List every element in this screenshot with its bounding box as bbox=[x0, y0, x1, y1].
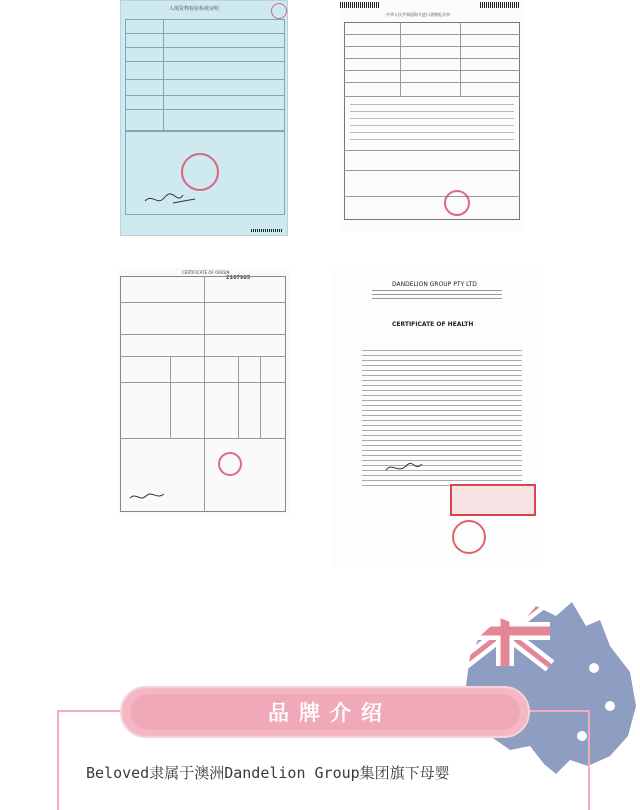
inspection-certificate-image bbox=[120, 0, 288, 236]
doc3-table bbox=[120, 276, 286, 512]
doc4-round-seal bbox=[452, 520, 486, 554]
doc1-signature bbox=[143, 189, 203, 209]
doc4-red-stamp bbox=[450, 484, 536, 516]
doc4-signature bbox=[384, 460, 424, 476]
section-title-banner bbox=[120, 686, 530, 738]
doc1-title: 入境货物检验检疫证明 bbox=[169, 6, 220, 12]
brand-intro-text: Beloved隶属于澳洲Dandelion Group集团旗下母婴 bbox=[86, 764, 450, 782]
doc2-red-seal bbox=[444, 190, 470, 216]
doc1-table bbox=[125, 19, 285, 131]
doc3-number: 2167985 bbox=[226, 275, 251, 281]
doc3-signature bbox=[128, 490, 168, 504]
doc4-company: DANDELION GROUP PTY LTD bbox=[392, 281, 477, 288]
certificate-of-health-image bbox=[332, 266, 544, 568]
doc3-title: CERTIFICATE OF ORIGIN bbox=[182, 270, 230, 275]
certificate-of-origin-image bbox=[118, 268, 290, 516]
section-title: 品牌介绍 bbox=[268, 701, 392, 725]
doc1-red-seal bbox=[181, 153, 219, 191]
doc3-red-seal bbox=[218, 452, 242, 476]
doc2-title: 中华人民共和国海关进口货物报关单 bbox=[386, 12, 450, 17]
doc4-heading: CERTIFICATE OF HEALTH bbox=[392, 321, 474, 328]
doc1-corner-stamp bbox=[271, 3, 287, 19]
customs-declaration-image bbox=[340, 0, 524, 232]
